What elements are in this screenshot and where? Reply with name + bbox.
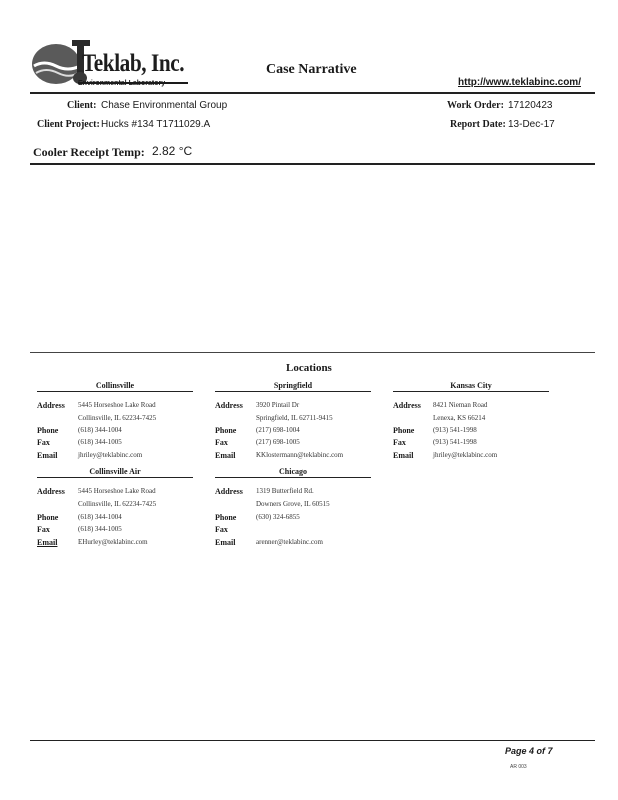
collinsville-phone: (618) 344-1004 — [78, 426, 122, 434]
location-kansas-city-name: Kansas City — [393, 381, 549, 392]
springfield-email-label: Email — [215, 451, 236, 460]
work-order-label: Work Order: — [447, 100, 504, 111]
collinsville-air-fax-label: Fax — [37, 525, 50, 534]
springfield-phone-label: Phone — [215, 426, 237, 435]
chicago-address-line1: 1319 Butterfield Rd. — [256, 487, 314, 495]
client-label: Client: — [67, 100, 97, 111]
page-number: Page 4 of 7 — [505, 746, 553, 756]
collinsville-address-label: Address — [37, 401, 65, 410]
springfield-address-label: Address — [215, 401, 243, 410]
chicago-address-label: Address — [215, 487, 243, 496]
client-project-value: Hucks #134 T1711029.A — [101, 119, 211, 130]
kansas-city-phone-label: Phone — [393, 426, 415, 435]
kansas-city-address-line2: Lenexa, KS 66214 — [433, 414, 486, 422]
client-value: Chase Environmental Group — [101, 100, 228, 111]
springfield-fax-label: Fax — [215, 438, 228, 447]
locations-title: Locations — [286, 362, 332, 374]
section-rule — [30, 163, 595, 165]
location-chicago-name: Chicago — [215, 467, 371, 478]
collinsville-air-email[interactable]: EHurley@teklabinc.com — [78, 538, 148, 546]
kansas-city-fax: (913) 541-1998 — [433, 438, 477, 446]
kansas-city-fax-label: Fax — [393, 438, 406, 447]
collinsville-air-phone: (618) 344-1004 — [78, 513, 122, 521]
collinsville-fax-label: Fax — [37, 438, 50, 447]
chicago-email-label: Email — [215, 538, 236, 547]
cooler-temp-label: Cooler Receipt Temp: — [33, 145, 145, 159]
work-order-value: 17120423 — [508, 100, 553, 111]
report-date-label: Report Date: — [450, 119, 506, 130]
client-project-label: Client Project: — [37, 119, 100, 130]
kansas-city-address-line1: 8421 Nieman Road — [433, 401, 488, 409]
springfield-address-line2: Springfield, IL 62711-9415 — [256, 414, 333, 422]
footer-rule — [30, 740, 595, 741]
springfield-fax: (217) 698-1005 — [256, 438, 300, 446]
header-rule — [30, 92, 595, 94]
collinsville-air-email-label: Email — [37, 538, 58, 547]
chicago-email[interactable]: arenner@teklabinc.com — [256, 538, 323, 546]
collinsville-air-address-line1: 5445 Horseshoe Lake Road — [78, 487, 156, 495]
collinsville-email[interactable]: jhriley@teklabinc.com — [78, 451, 143, 459]
kansas-city-email-label: Email — [393, 451, 414, 460]
kansas-city-phone: (913) 541-1998 — [433, 426, 477, 434]
springfield-phone: (217) 698-1004 — [256, 426, 300, 434]
locations-rule — [30, 352, 595, 353]
chicago-address-line2: Downers Grove, IL 60515 — [256, 500, 330, 508]
collinsville-air-phone-label: Phone — [37, 513, 59, 522]
logo-text: Teklab, Inc. — [82, 50, 185, 77]
springfield-email[interactable]: KKlostermann@teklabinc.com — [256, 451, 344, 459]
collinsville-air-fax: (618) 344-1005 — [78, 525, 122, 533]
document-title: Case Narrative — [266, 62, 357, 77]
chicago-phone: (630) 324-6855 — [256, 513, 300, 521]
collinsville-email-label: Email — [37, 451, 58, 460]
collinsville-air-address-line2: Collinsville, IL 62234-7425 — [78, 500, 157, 508]
report-date-value: 13-Dec-17 — [508, 119, 555, 130]
kansas-city-email[interactable]: jhriley@teklabinc.com — [433, 451, 498, 459]
logo-subtitle: Environmental Laboratory — [78, 80, 166, 87]
location-springfield-name: Springfield — [215, 381, 371, 392]
collinsville-address-line2: Collinsville, IL 62234-7425 — [78, 414, 157, 422]
website-link[interactable]: http://www.teklabinc.com/ — [458, 77, 581, 88]
location-collinsville-name: Collinsville — [37, 381, 193, 392]
collinsville-fax: (618) 344-1005 — [78, 438, 122, 446]
chicago-fax-label: Fax — [215, 525, 228, 534]
location-collinsville-air-name: Collinsville Air — [37, 467, 193, 478]
collinsville-air-address-label: Address — [37, 487, 65, 496]
collinsville-address-line1: 5445 Horseshoe Lake Road — [78, 401, 156, 409]
collinsville-phone-label: Phone — [37, 426, 59, 435]
kansas-city-address-label: Address — [393, 401, 421, 410]
archive-reference: AR 003 — [510, 764, 527, 770]
chicago-phone-label: Phone — [215, 513, 237, 522]
springfield-address-line1: 3920 Pintail Dr — [256, 401, 300, 409]
cooler-temp-value: 2.82 °C — [152, 144, 193, 158]
